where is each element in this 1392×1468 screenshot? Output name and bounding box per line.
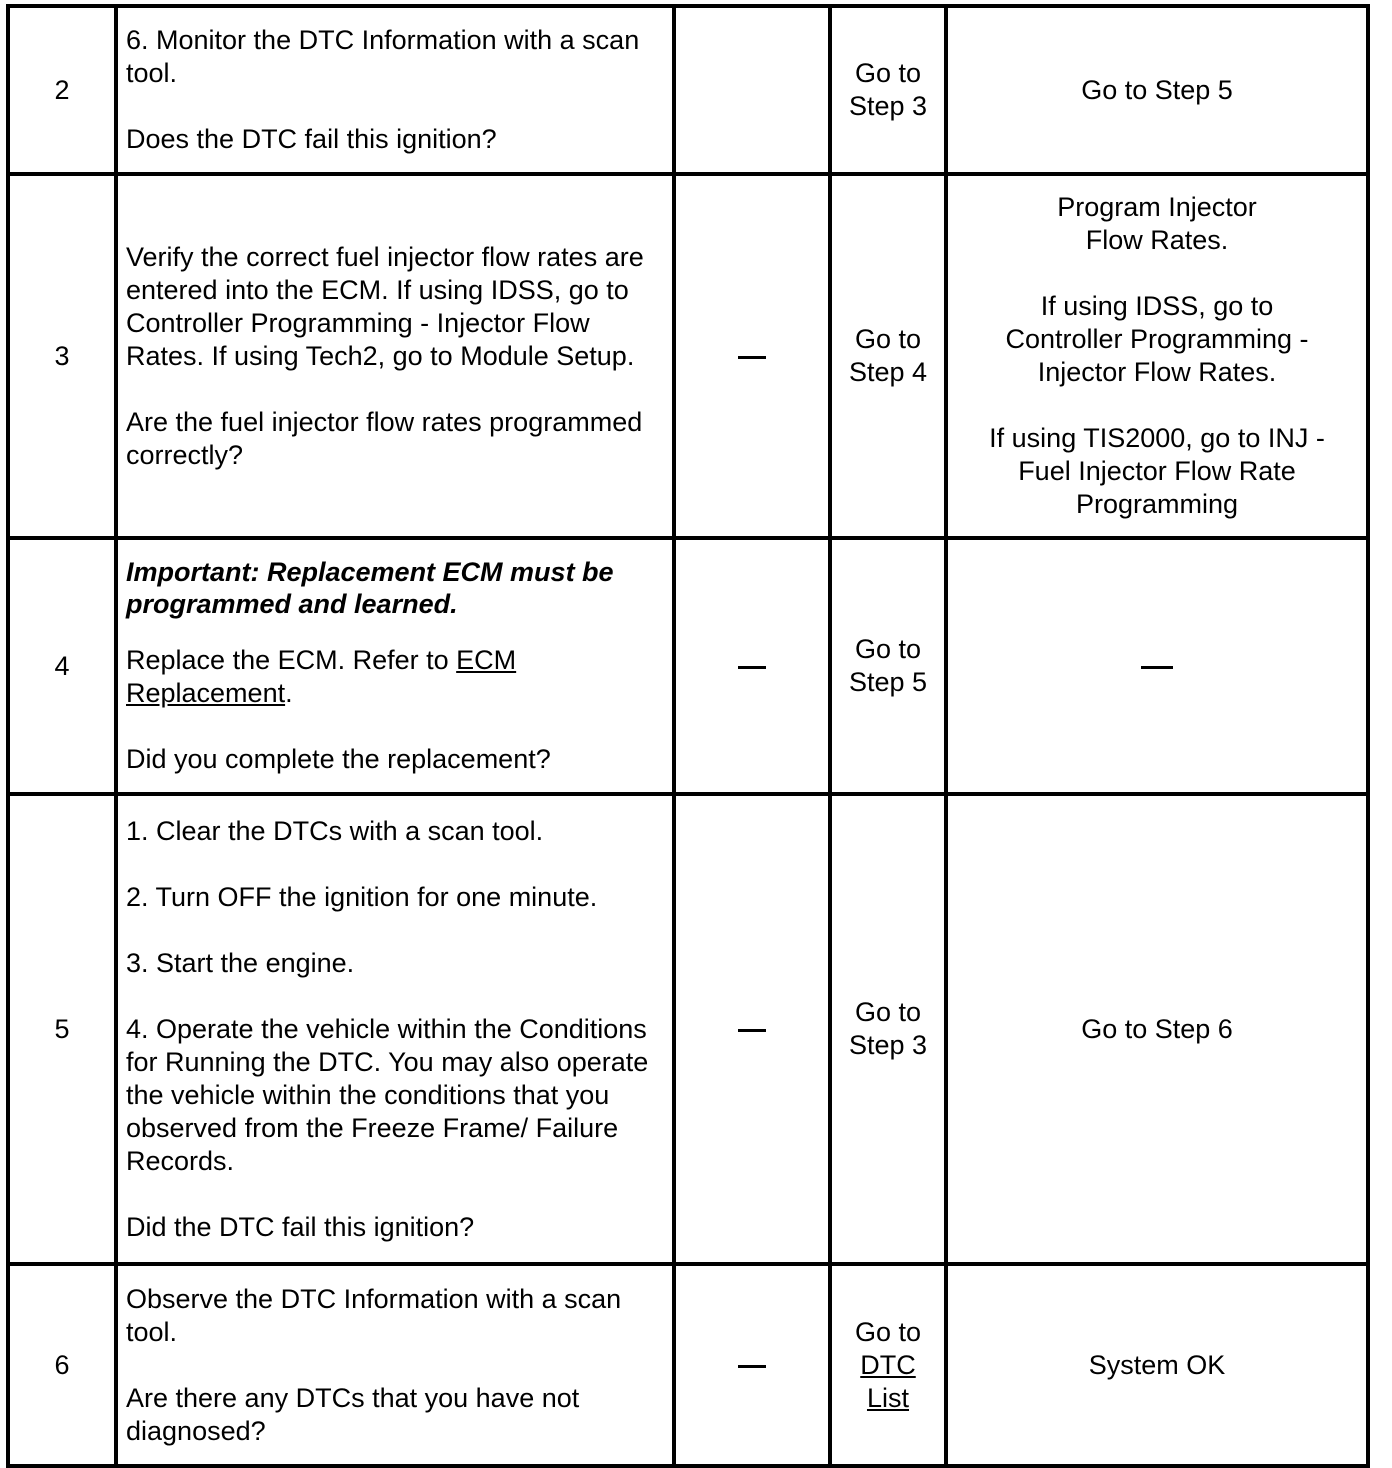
action-text: 1. Clear the DTCs with a scan tool.	[126, 815, 544, 846]
action-text: Verify the correct fuel injector flow rates are entered into the ECM. If using IDSS, go to Controller Programming - Injector Flow Rates. If using Tech2, go to Module Setup.	[126, 241, 644, 371]
action-cell	[116, 794, 674, 1264]
action-text	[126, 644, 666, 710]
action-cell	[116, 1264, 674, 1466]
value-cell	[674, 538, 830, 794]
no-cell	[946, 174, 1368, 538]
value-cell	[674, 1264, 830, 1466]
table-row-step-2	[8, 6, 1368, 174]
yes-cell	[830, 794, 946, 1264]
value-cell	[674, 794, 830, 1264]
action-question: Are there any DTCs that you have not diagnosed?	[126, 1382, 580, 1446]
step-number: 4	[8, 538, 116, 794]
yes-text: Go to	[854, 1316, 922, 1347]
action-question: Did the DTC fail this ignition?	[126, 1211, 475, 1242]
no-text-line: Program Injector Flow Rates.	[1057, 192, 1257, 255]
no-cell: Go to Step 5	[946, 6, 1368, 174]
table-row-step-4	[8, 538, 1368, 794]
action-suffix: .	[285, 678, 293, 708]
action-question: Did you complete the replacement?	[126, 744, 551, 774]
table-row-step-3	[8, 174, 1368, 538]
action-text: 6. Monitor the DTC Information with a scan tool.	[126, 25, 640, 88]
no-cell: System OK	[946, 1264, 1368, 1466]
not-applicable-dash	[738, 1029, 766, 1032]
yes-text: Go to Step 3	[848, 58, 928, 121]
step-number: 6	[8, 1264, 116, 1466]
step-number: 2	[8, 6, 116, 174]
action-text: Observe the DTC Information with a scan tool.	[126, 1283, 622, 1347]
diagnostic-table	[6, 4, 1370, 1468]
action-text: 2. Turn OFF the ignition for one minute.	[126, 881, 598, 912]
step-number: 3	[8, 174, 116, 538]
no-text-line: If using IDSS, go to Controller Programming - Injector Flow Rates.	[1005, 291, 1309, 387]
action-text: 4. Operate the vehicle within the Conditions for Running the DTC. You may also operate the vehicle within the conditions that you observed from the Freeze Frame/ Failure Records.	[126, 1013, 649, 1176]
value-cell	[674, 174, 830, 538]
action-cell	[116, 538, 674, 794]
yes-text: Go to Step 4	[848, 324, 928, 387]
yes-text: Go to Step 3	[848, 997, 928, 1060]
ecm-replacement-link[interactable]: ECM Replacement	[126, 645, 517, 708]
important-note: Important: Replacement ECM must be programmed and learned.	[126, 557, 614, 619]
action-prefix: Replace the ECM. Refer to	[126, 645, 457, 675]
no-cell: Go to Step 6	[946, 794, 1368, 1264]
not-applicable-dash	[738, 356, 766, 359]
yes-cell	[830, 6, 946, 174]
no-text-line: If using TIS2000, go to INJ - Fuel Injector Flow Rate Programming	[989, 423, 1325, 519]
table-row-step-5	[8, 794, 1368, 1264]
not-applicable-dash	[738, 666, 766, 669]
yes-cell	[830, 1264, 946, 1466]
dtc-list-link[interactable]: DTC List	[860, 1349, 916, 1413]
action-cell	[116, 174, 674, 538]
yes-cell	[830, 174, 946, 538]
action-text: 3. Start the engine.	[126, 947, 355, 978]
action-question: Are the fuel injector flow rates programmed correctly?	[126, 406, 643, 470]
table-row-step-6	[8, 1264, 1368, 1466]
yes-cell	[830, 538, 946, 794]
not-applicable-dash	[1141, 666, 1173, 669]
not-applicable-dash	[738, 1365, 766, 1368]
action-cell	[116, 6, 674, 174]
value-cell	[674, 6, 830, 174]
yes-text: Go to Step 5	[848, 634, 928, 697]
no-cell	[946, 538, 1368, 794]
step-number: 5	[8, 794, 116, 1264]
action-question: Does the DTC fail this ignition?	[126, 124, 497, 154]
